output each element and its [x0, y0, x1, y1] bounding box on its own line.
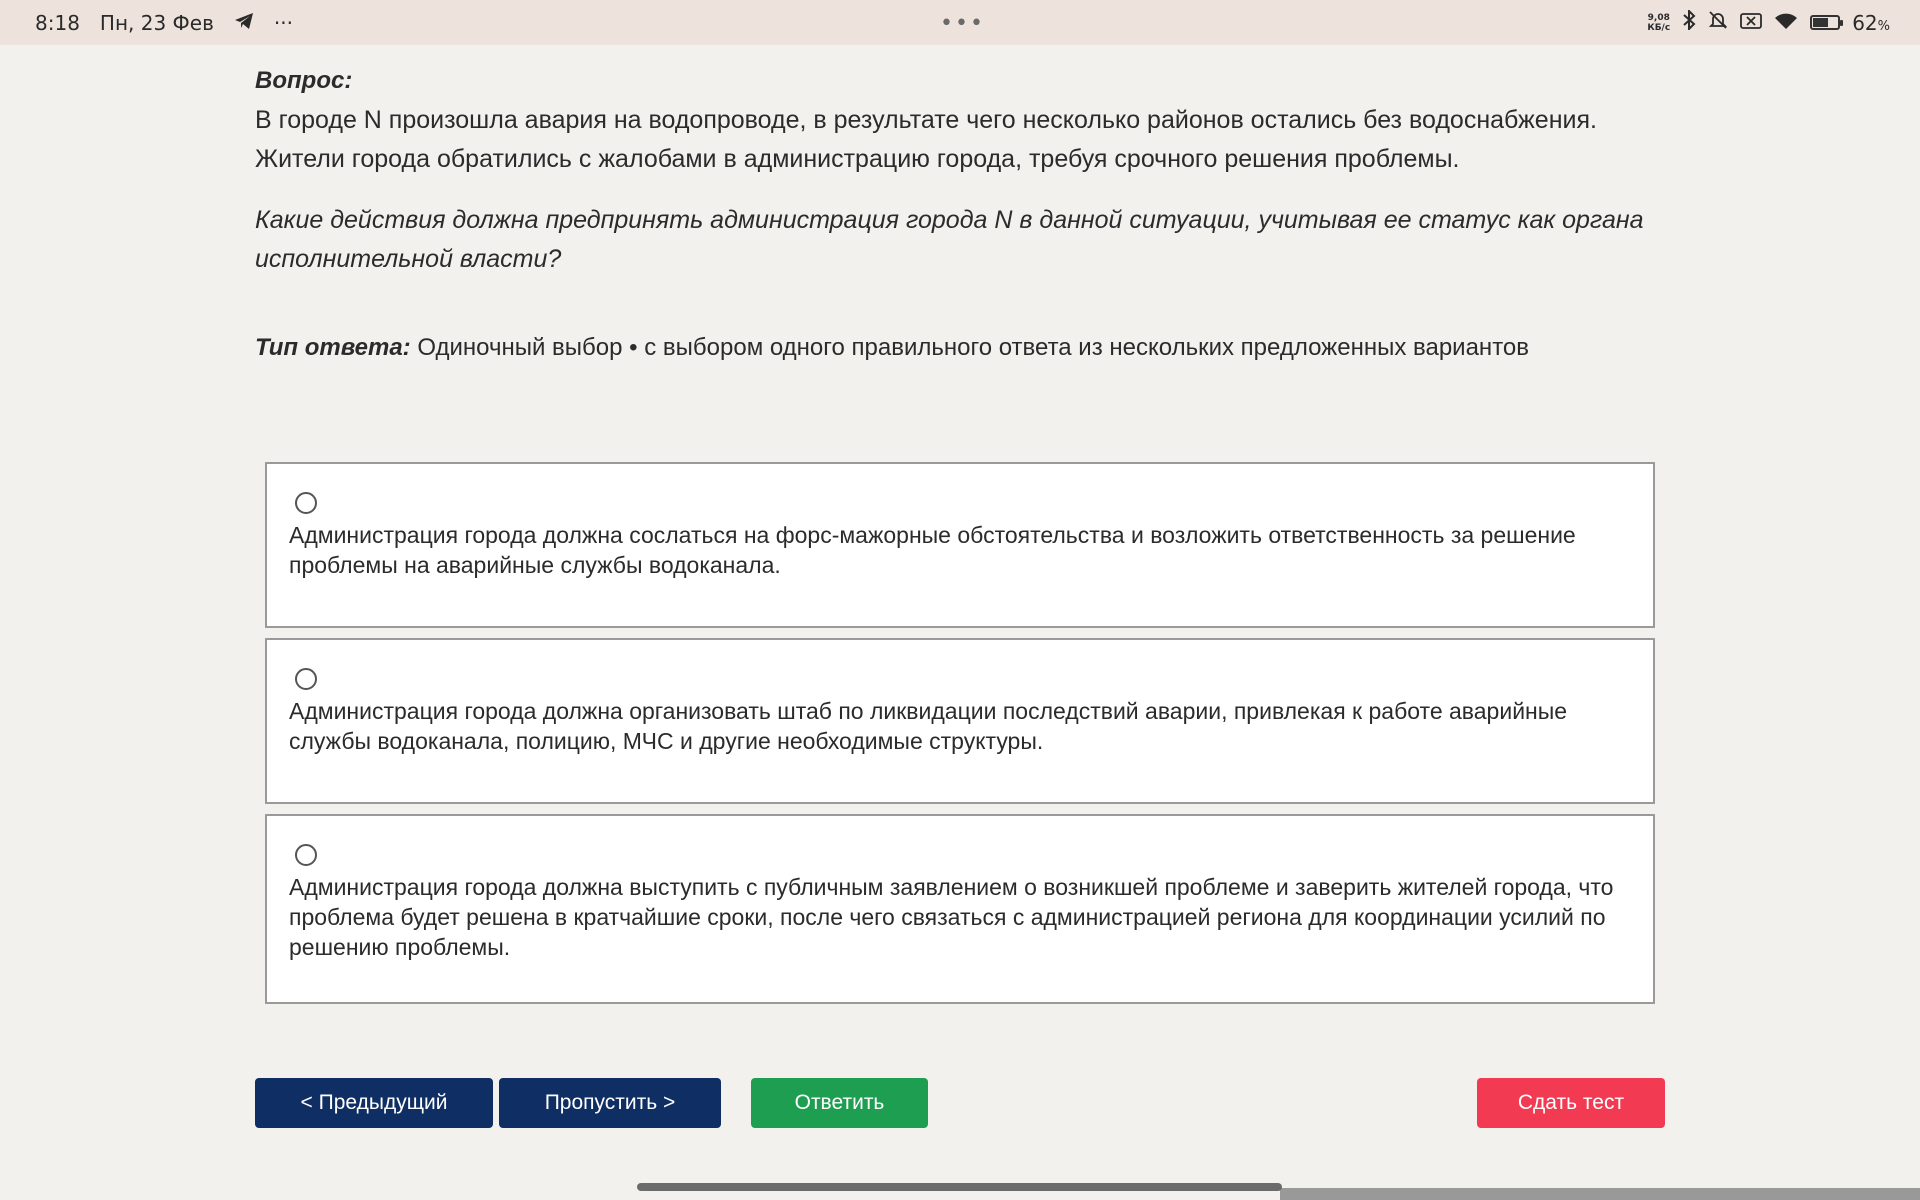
- answer-type-label: Тип ответа:: [255, 334, 411, 361]
- question-label: Вопрос:: [255, 67, 353, 94]
- bluetooth-icon: [1682, 10, 1696, 35]
- date: Пн, 23 Фев: [99, 10, 214, 35]
- telegram-icon: [234, 11, 254, 35]
- window-handle-dots[interactable]: •••: [940, 11, 985, 36]
- clock: 8:18: [35, 10, 80, 35]
- answer-option-text: Администрация города должна организовать штаб по ликвидации последствий аварии, привлекая к работе аварийные службы водоканала, полицию, МЧС и другие необходимые структуры.: [289, 698, 1568, 754]
- answer-button[interactable]: Ответить: [751, 1078, 928, 1128]
- question-text-line-2: Жители города обратились с жалобами в администрацию города, требуя срочного решения проблемы.: [255, 145, 1460, 173]
- previous-button[interactable]: < Предыдущий: [255, 1078, 493, 1128]
- answer-option-1[interactable]: [265, 462, 1655, 628]
- status-bar: [0, 0, 1920, 45]
- more-notifications-icon: ···: [273, 10, 293, 35]
- scrollbar-thumb[interactable]: [637, 1183, 1282, 1191]
- answer-option-3[interactable]: [265, 814, 1655, 1004]
- scrollbar-track[interactable]: [1280, 1188, 1920, 1200]
- radio-button[interactable]: [295, 492, 317, 514]
- question-text-line-1: В городе N произошла авария на водопроводе, в результате чего несколько районов остались без водоснабжения.: [255, 106, 1597, 134]
- answer-options: [265, 462, 1655, 1014]
- navigation-buttons: [255, 1078, 1665, 1128]
- skip-button[interactable]: Пропустить >: [499, 1078, 721, 1128]
- battery-icon: [1810, 15, 1840, 30]
- bell-muted-icon: [1708, 10, 1728, 35]
- answer-option-2[interactable]: [265, 638, 1655, 804]
- answer-type-value: Одиночный выбор • с выбором одного правильного ответа из нескольких предложенных вариантов: [417, 334, 1530, 361]
- net-speed-value: 9,08: [1647, 12, 1670, 23]
- battery-label: 62%: [1852, 10, 1890, 35]
- sim-off-icon: [1740, 11, 1762, 35]
- status-bar-left: [35, 11, 293, 35]
- question-prompt: Какие действия должна предпринять администрация города N в данной ситуации, учитывая ее статус как органа исполнительной власти?: [255, 206, 1644, 273]
- question-block: [255, 55, 1655, 363]
- net-speed-unit: КБ/с: [1647, 22, 1671, 33]
- status-bar-right: [1647, 10, 1890, 35]
- wifi-icon: [1774, 11, 1798, 35]
- radio-button[interactable]: [295, 844, 317, 866]
- submit-test-button[interactable]: Сдать тест: [1477, 1078, 1665, 1128]
- answer-option-text: Администрация города должна выступить с публичным заявлением о возникшей проблеме и заверить жителей города, что проблема будет решена в кратчайшие сроки, после чего связаться с администрацией региона для координации усилий по решению проблемы.: [289, 874, 1614, 960]
- net-speed: [1647, 13, 1670, 33]
- answer-option-text: Администрация города должна сослаться на форс-мажорные обстоятельства и возложить ответственность за решение проблемы на аварийные службы водоканала.: [289, 522, 1576, 578]
- answer-type: [255, 333, 1655, 363]
- radio-button[interactable]: [295, 668, 317, 690]
